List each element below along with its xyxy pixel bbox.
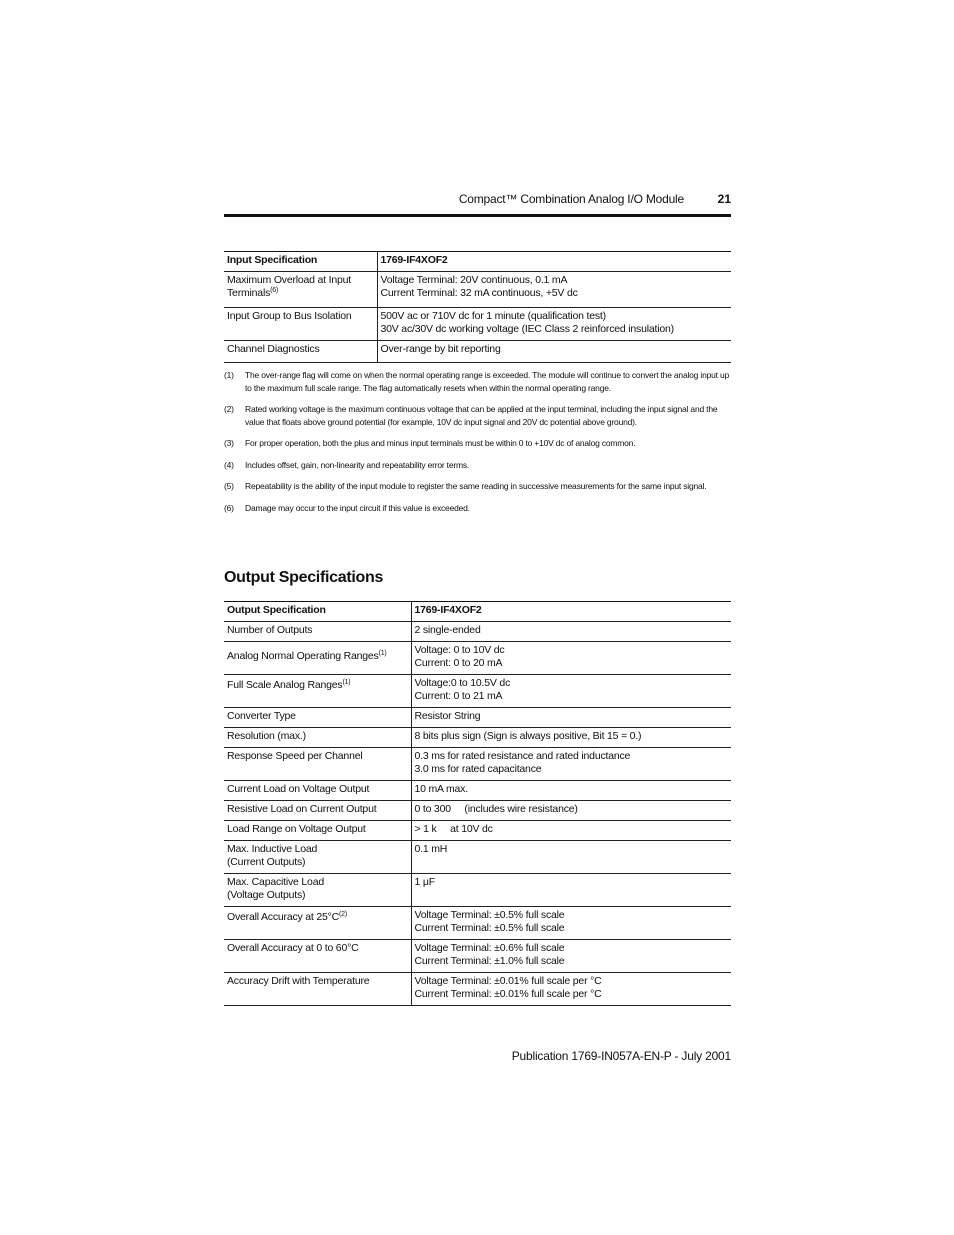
- spec-label: Full Scale Analog Ranges$^{(1)}$: [224, 675, 411, 708]
- output-specification-table: [224, 601, 731, 1006]
- spec-value: Voltage: 0 to 10V dc Current: 0 to 20 mA: [411, 642, 731, 675]
- spec-label: Current Load on Voltage Output: [224, 781, 411, 801]
- spec-value: 8 bits plus sign (Sign is always positive, Bit 15 = 0.): [411, 728, 731, 748]
- spec-label: Maximum Overload at Input Terminals$^{(6)}$: [224, 272, 377, 308]
- footnote: (6) Damage may occur to the input circuit if this value is exceeded.: [224, 502, 470, 513]
- spec-value: 0.3 ms for rated resistance and rated inductance 3.0 ms for rated capacitance: [411, 748, 731, 781]
- footnote: (1) The over-range flag will come on when the normal operating range is exceeded. The module will continue to convert the analog input up to the maximum full scale range. The flag automatically resets when within the normal operating range.: [224, 370, 730, 393]
- table-row: [224, 841, 731, 874]
- spec-value: 500V ac or 710V dc for 1 minute (qualification test) 30V ac/30V dc working voltage (IEC Class 2 reinforced insulation): [377, 308, 731, 341]
- table-row: [224, 341, 731, 363]
- column-header: 1769-IF4XOF2: [411, 602, 731, 622]
- table-row: [224, 940, 731, 973]
- footnote-ref: (1): [378, 650, 387, 657]
- running-header: [224, 192, 731, 210]
- spec-value: Voltage:0 to 10.5V dc Current: 0 to 21 mA: [411, 675, 731, 708]
- table-row: [224, 708, 731, 728]
- spec-label: Overall Accuracy at $25^\circ C^{(2)}$: [224, 907, 411, 940]
- spec-value: 1 μF: [411, 874, 731, 907]
- spec-value: 0.1 mH: [411, 841, 731, 874]
- spec-label: Resolution (max.): [224, 728, 411, 748]
- input-specification-table: [224, 251, 731, 363]
- spec-value: 10 mA max.: [411, 781, 731, 801]
- section-title: Output Specifications: [224, 569, 384, 586]
- column-header: 1769-IF4XOF2: [377, 252, 731, 272]
- footnote: (5) Repeatability is the ability of the input module to register the same reading in successive measurements for the same input signal.: [224, 481, 707, 491]
- table-row: [224, 973, 731, 1006]
- spec-value: Voltage Terminal: ±0.01% full scale per °C Current Terminal: ±0.01% full scale per °C: [411, 973, 731, 1006]
- spec-label: Accuracy Drift with Temperature: [224, 973, 411, 1006]
- spec-label: Load Range on Voltage Output: [224, 821, 411, 841]
- spec-value: Over-range by bit reporting: [377, 341, 731, 363]
- table-header-row: [224, 252, 731, 272]
- table-row: [224, 781, 731, 801]
- column-header: Output Specification: [224, 602, 411, 622]
- table-row: [224, 272, 731, 308]
- spec-label: Response Speed per Channel: [224, 748, 411, 781]
- spec-label: Overall Accuracy at 0 to 60°C: [224, 940, 411, 973]
- spec-value: Voltage Terminal: ±0.6% full scale Current Terminal: ±1.0% full scale: [411, 940, 731, 973]
- spec-label: Converter Type: [224, 708, 411, 728]
- footnote-ref: (1): [342, 679, 351, 686]
- spec-value: 0 to 300 (includes wire resistance): [411, 801, 731, 821]
- spec-value: Voltage Terminal: ±0.5% full scale Current Terminal: ±0.5% full scale: [411, 907, 731, 940]
- spec-label: Resistive Load on Current Output: [224, 801, 411, 821]
- table-row: [224, 728, 731, 748]
- spec-value: Resistor String: [411, 708, 731, 728]
- table-row: [224, 907, 731, 940]
- header-rule: [224, 214, 731, 217]
- spec-value: 2 single-ended: [411, 622, 731, 642]
- spec-value: Voltage Terminal: 20V continuous, 0.1 mA Current Terminal: 32 mA continuous, +5V dc: [377, 272, 731, 308]
- footnote: (4) Includes offset, gain, non-linearity and repeatability error terms.: [224, 459, 470, 470]
- footnotes: [224, 369, 734, 523]
- spec-label: Max. Inductive Load (Current Outputs): [224, 841, 411, 874]
- running-title: Compact™ Combination Analog I/O Module: [458, 192, 684, 206]
- table-row: [224, 874, 731, 907]
- footnote-ref: (6): [270, 286, 279, 294]
- table-row: [224, 308, 731, 341]
- table-row: [224, 821, 731, 841]
- footnote: (2) Rated working voltage is the maximum continuous voltage that can be applied at the input terminal, including the input signal and the value that floats above ground potential (for example, 10V dc input signal and 20V dc potential above ground).: [224, 404, 718, 427]
- spec-value: > 1 k at 10V dc: [411, 821, 731, 841]
- page-number: 21: [717, 192, 731, 206]
- publication-footer: Publication 1769-IN057A-EN-P - July 2001: [511, 1049, 731, 1063]
- spec-label: Number of Outputs: [224, 622, 411, 642]
- table-row: [224, 642, 731, 675]
- spec-label: Input Group to Bus Isolation: [224, 308, 377, 341]
- column-header: Input Specification: [224, 252, 377, 272]
- spec-label: Max. Capacitive Load (Voltage Outputs): [224, 874, 411, 907]
- table-header-row: [224, 602, 731, 622]
- spec-label: Channel Diagnostics: [224, 341, 377, 363]
- spec-label: Analog Normal Operating Ranges$^{(1)}$: [224, 642, 411, 675]
- footnote-ref: (2): [339, 911, 347, 918]
- table-row: [224, 801, 731, 821]
- footnote: (3) For proper operation, both the plus and minus input terminals must be within 0 to +10V dc of analog common.: [224, 438, 636, 448]
- table-row: [224, 622, 731, 642]
- table-row: [224, 675, 731, 708]
- table-row: [224, 748, 731, 781]
